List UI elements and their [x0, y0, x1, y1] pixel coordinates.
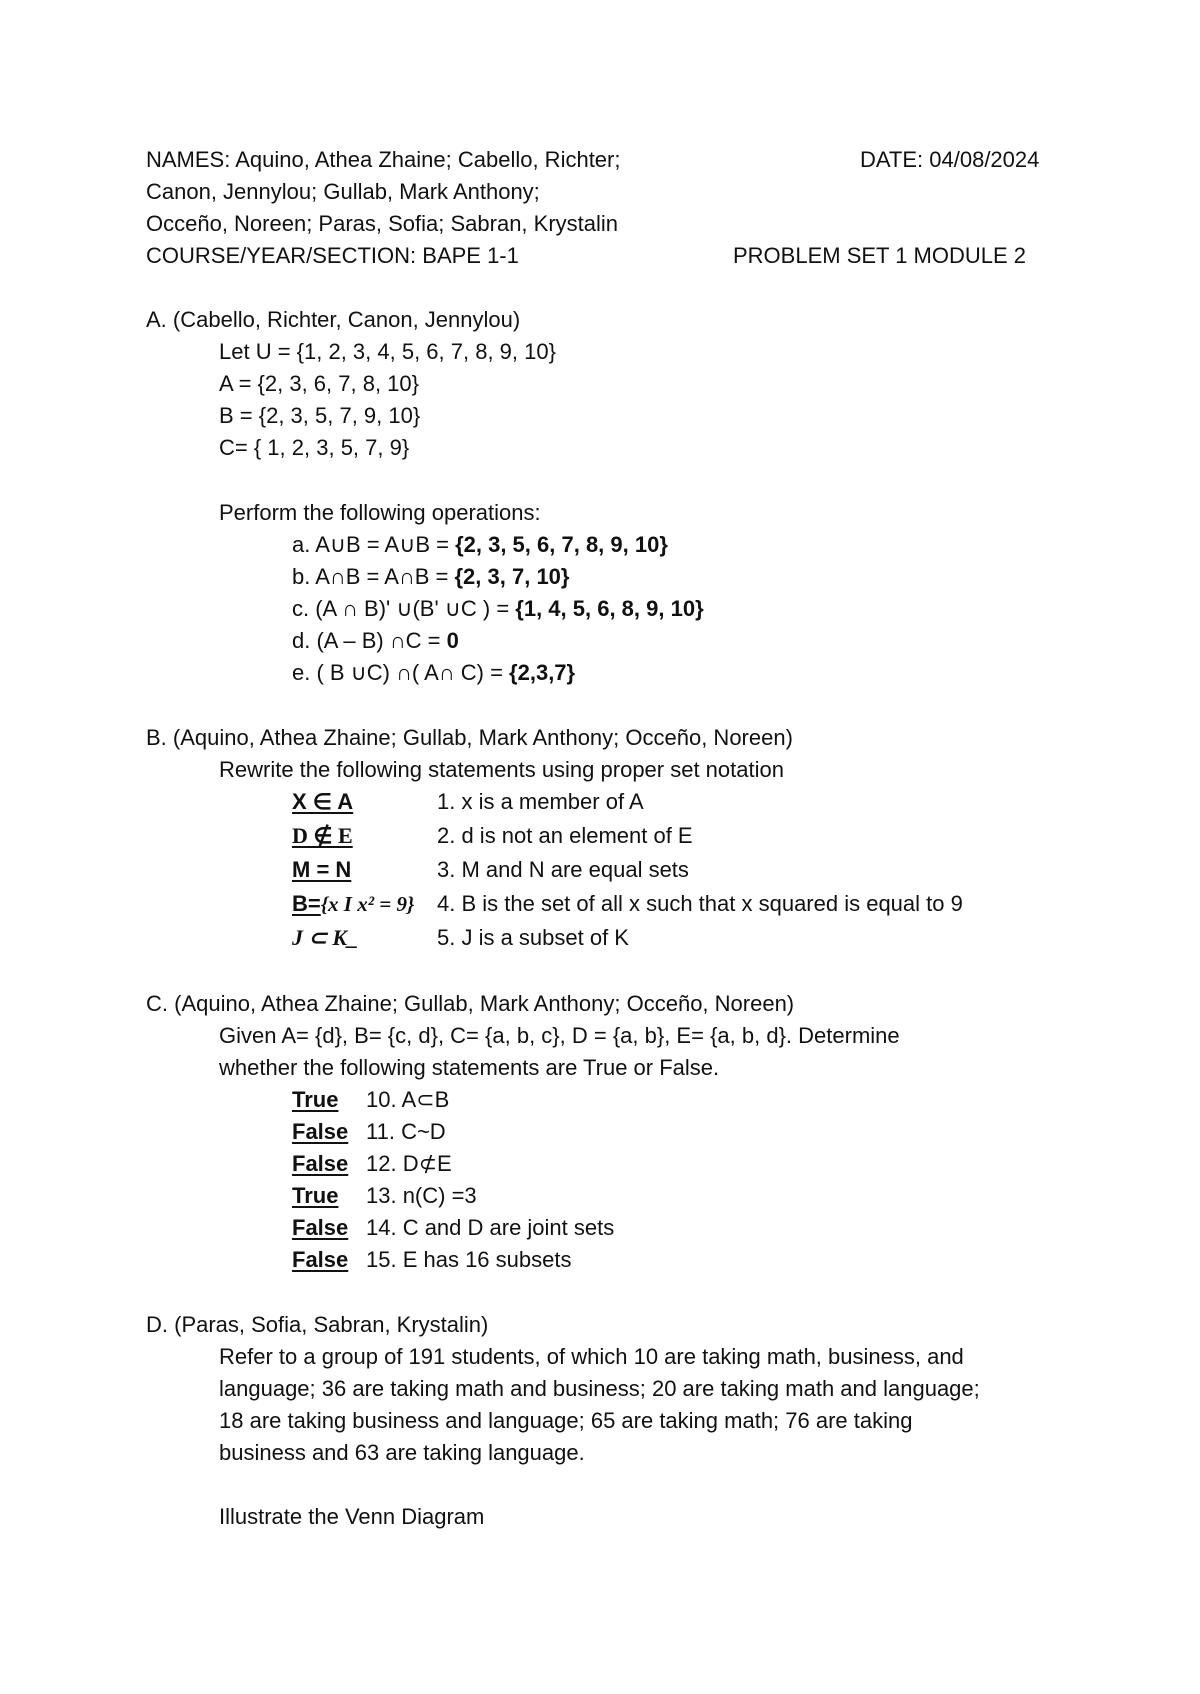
notation-answer: J ⊂ K_	[292, 925, 359, 950]
notation-answer: X ∈ A	[292, 789, 354, 814]
operation-question: e. ( B ∪C) ∩( A∩ C) =	[292, 660, 510, 685]
operation-item	[292, 627, 459, 655]
true-false-answer: True	[292, 1183, 339, 1208]
operations-instruction: Perform the following operations:	[219, 500, 541, 525]
true-false-statement: 10. A⊂B	[366, 1087, 450, 1112]
problem-text-line-4: business and 63 are taking language.	[219, 1440, 585, 1465]
notation-row	[292, 890, 414, 918]
operation-answer: {2,3,7}	[509, 660, 576, 685]
problem-text-line-2: language; 36 are taking math and business; 20 are taking math and language;	[219, 1376, 980, 1401]
true-false-row	[0, 1118, 1200, 1146]
operation-answer: 0	[446, 628, 459, 653]
problem-text-line-3: 18 are taking business and language; 65 are taking math; 76 are taking	[219, 1408, 913, 1433]
notation-row	[292, 788, 353, 816]
names-line-1: NAMES: Aquino, Athea Zhaine; Cabello, Richter;	[146, 147, 621, 172]
operation-item	[292, 531, 668, 559]
set-b: B = {2, 3, 5, 7, 9, 10}	[219, 403, 421, 428]
true-false-answer: False	[292, 1119, 349, 1144]
true-false-answer: False	[292, 1151, 349, 1176]
operation-answer: {1, 4, 5, 6, 8, 9, 10}	[515, 596, 704, 621]
date: DATE: 04/08/2024	[860, 147, 1040, 172]
problem-text-line-1: Refer to a group of 191 students, of which 10 are taking math, business, and	[219, 1344, 964, 1369]
operation-answer: {2, 3, 5, 6, 7, 8, 9, 10}	[455, 532, 668, 557]
operation-answer: {2, 3, 7, 10}	[454, 564, 570, 589]
true-false-row	[0, 1246, 1200, 1274]
given-sets-line-1: Given A= {d}, B= {c, d}, C= {a, b, c}, D = {a, b}, E= {a, b, d}. Determine	[219, 1023, 900, 1048]
given-sets-line-2: whether the following statements are True or False.	[219, 1055, 720, 1080]
true-false-row	[0, 1214, 1200, 1242]
notation-answer: M = N	[292, 857, 352, 882]
notation-instruction: Rewrite the following statements using proper set notation	[219, 757, 784, 782]
true-false-answer: False	[292, 1247, 349, 1272]
venn-instruction: Illustrate the Venn Diagram	[219, 1504, 485, 1529]
universe-set: Let U = {1, 2, 3, 4, 5, 6, 7, 8, 9, 10}	[219, 339, 556, 364]
course-section: COURSE/YEAR/SECTION: BAPE 1-1	[146, 243, 519, 268]
operation-question: c. (A ∩ B)' ∪(B' ∪C ) =	[292, 596, 516, 621]
true-false-statement: 11. C~D	[366, 1119, 446, 1144]
notation-answer: {x I x² = 9}	[320, 892, 415, 916]
notation-prefix: B=	[292, 891, 321, 916]
operation-item	[292, 659, 575, 687]
names-line-3: Occeño, Noreen; Paras, Sofia; Sabran, Krystalin	[146, 211, 619, 236]
true-false-row	[0, 1086, 1200, 1114]
true-false-answer: True	[292, 1087, 339, 1112]
notation-statement: 3. M and N are equal sets	[437, 857, 689, 882]
operation-item	[292, 595, 704, 623]
section-c-heading: C. (Aquino, Athea Zhaine; Gullab, Mark Anthony; Occeño, Noreen)	[146, 991, 795, 1016]
set-c: C= { 1, 2, 3, 5, 7, 9}	[219, 435, 410, 460]
true-false-answer: False	[292, 1215, 349, 1240]
true-false-statement: 14. C and D are joint sets	[366, 1215, 615, 1240]
notation-row	[292, 856, 351, 884]
section-a-heading: A. (Cabello, Richter, Canon, Jennylou)	[146, 307, 521, 332]
operation-question: b. A∩B = A∩B =	[292, 564, 455, 589]
true-false-statement: 13. n(C) =3	[366, 1183, 477, 1208]
notation-answer: D ∉ E	[292, 823, 353, 848]
true-false-statement: 12. D⊄E	[366, 1151, 452, 1176]
notation-row	[292, 822, 353, 850]
true-false-statement: 15. E has 16 subsets	[366, 1247, 572, 1272]
problem-set-title: PROBLEM SET 1 MODULE 2	[733, 243, 1027, 268]
notation-row	[292, 924, 358, 952]
names-line-2: Canon, Jennylou; Gullab, Mark Anthony;	[146, 179, 540, 204]
true-false-row	[0, 1182, 1200, 1210]
notation-statement: 1. x is a member of A	[437, 789, 644, 814]
true-false-row	[0, 1150, 1200, 1178]
section-d-heading: D. (Paras, Sofia, Sabran, Krystalin)	[146, 1312, 489, 1337]
notation-statement: 4. B is the set of all x such that x squared is equal to 9	[437, 891, 963, 916]
section-b-heading: B. (Aquino, Athea Zhaine; Gullab, Mark Anthony; Occeño, Noreen)	[146, 725, 793, 750]
set-a: A = {2, 3, 6, 7, 8, 10}	[219, 371, 419, 396]
notation-statement: 2. d is not an element of E	[437, 823, 693, 848]
operation-item	[292, 563, 569, 591]
operation-question: a. A∪B = A∪B =	[292, 532, 456, 557]
notation-statement: 5. J is a subset of K	[437, 925, 629, 950]
operation-question: d. (A – B) ∩C =	[292, 628, 447, 653]
